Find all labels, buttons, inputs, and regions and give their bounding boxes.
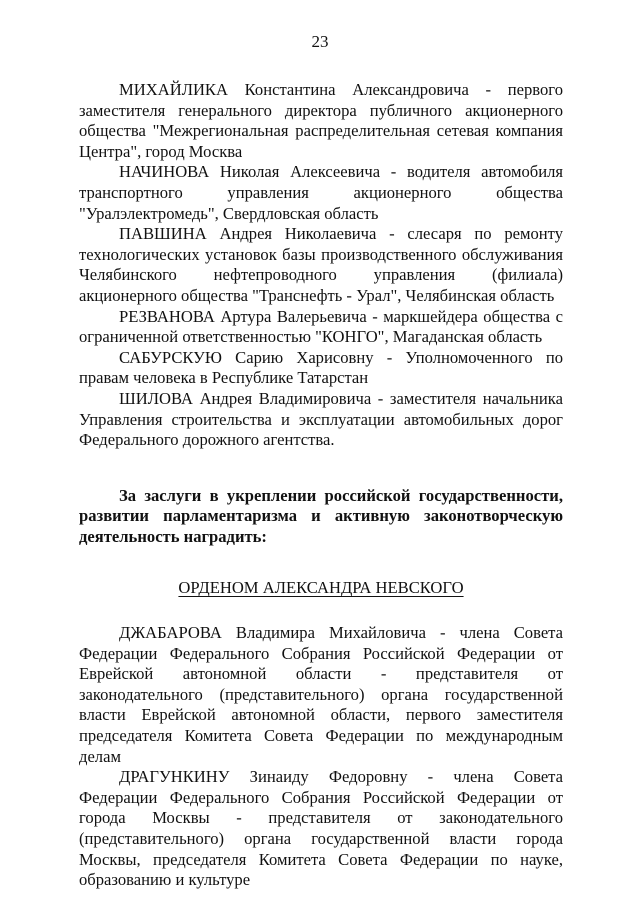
award-entry-rezvanov: РЕЗВАНОВА Артура Валерьевича - маркшейдера общества с ограниченной ответственностью "КОНГО", Магаданская область (79, 306, 563, 347)
award-entry-nachinov: НАЧИНОВА Николая Алексеевича - водителя автомобиля транспортного управления акционерного общества "Уралэлектромедь", Свердловская область (79, 162, 563, 223)
order-title: ОРДЕНОМ АЛЕКСАНДРА НЕВСКОГО (178, 578, 464, 598)
award-entry-pavshin: ПАВШИНА Андрея Николаевича - слесаря по ремонту технологических установок базы производственного обслуживания Челябинского нефтепроводного управления (филиала) акционерного общества "Транснефть - Урал", Челябинская область (79, 224, 563, 305)
document-body (79, 80, 563, 891)
award-entry-dzhabarov: ДЖАБАРОВА Владимира Михайловича - члена Совета Федерации Федерального Собрания Российской Федерации от Еврейской автономной области - представителя от законодательного (представительного) органа государственной власти Еврейской автономной области, первого заместителя председателя Комитета Совета Федерации по международным делам (79, 623, 563, 766)
award-entry-dragunkina: ДРАГУНКИНУ Зинаиду Федоровну - члена Совета Федерации Федерального Собрания Российской Федерации от города Москвы - представителя от законодательного (представительного) органа государственной власти города Москвы, председателя Комитета Совета Федерации по науке, образованию и культуре (79, 767, 563, 890)
award-entry-saburskaya: САБУРСКУЮ Сарию Харисовну - Уполномоченного по правам человека в Республике Татарстан (79, 347, 563, 388)
decree-heading: За заслуги в укреплении российской государственности, развитии парламентаризма и активную законотворческую деятельность наградить: (79, 485, 563, 546)
award-entry-mikhailik: МИХАЙЛИКА Константина Александровича - первого заместителя генерального директора публичного акционерного общества "Межрегиональная распределительная сетевая компания Центра", город Москва (79, 80, 563, 161)
page-number: 23 (311, 32, 329, 51)
award-entry-shilov: ШИЛОВА Андрея Владимировича - заместителя начальника Управления строительства и эксплуатации автомобильных дорог Федерального дорожного агентства. (79, 388, 563, 450)
